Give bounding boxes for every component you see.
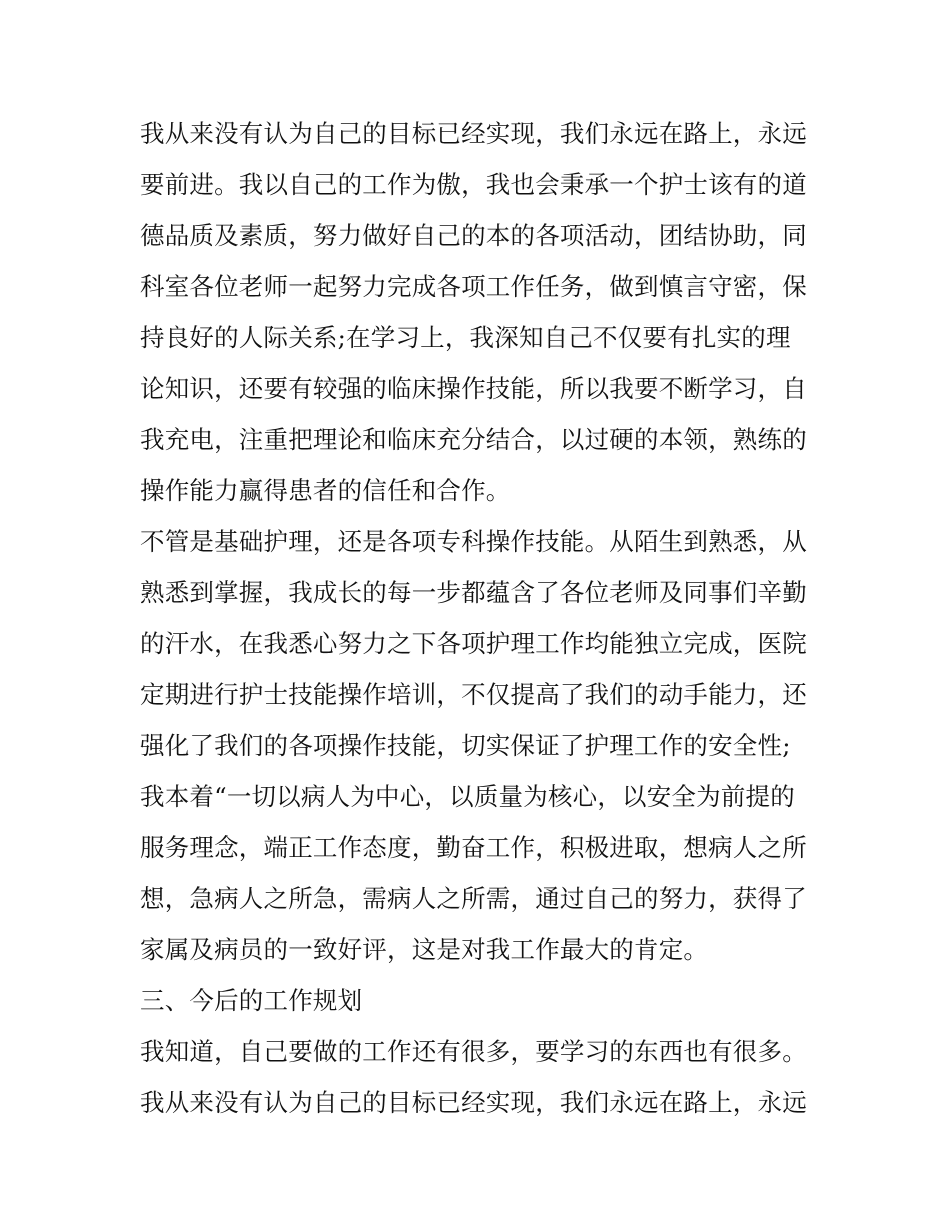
text-line: 我从来没有认为自己的目标已经实现，我们永远在路上，永远 xyxy=(140,1088,807,1117)
text-line: 要前进。我以自己的工作为傲，我也会秉承一个护士该有的道 xyxy=(140,170,807,199)
section-heading: 三、今后的工作规划 xyxy=(140,986,363,1015)
text-line: 科室各位老师一起努力完成各项工作任务，做到慎言守密，保 xyxy=(140,272,807,301)
text-line: 想，急病人之所急，需病人之所需，通过自己的努力，获得了 xyxy=(140,884,807,913)
text-line: 论知识，还要有较强的临床操作技能，所以我要不断学习，自 xyxy=(140,374,807,403)
text-line: 定期进行护士技能操作培训，不仅提高了我们的动手能力，还 xyxy=(140,680,807,709)
text-line: 熟悉到掌握，我成长的每一步都蕴含了各位老师及同事们辛勤 xyxy=(140,578,807,607)
text-line: 不管是基础护理，还是各项专科操作技能。从陌生到熟悉，从 xyxy=(140,527,807,556)
text-line: 的汗水，在我悉心努力之下各项护理工作均能独立完成，医院 xyxy=(140,629,807,658)
text-line: 德品质及素质，努力做好自己的本的各项活动，团结协助，同 xyxy=(140,221,807,250)
text-line: 我充电，注重把理论和临床充分结合，以过硬的本领，熟练的 xyxy=(140,425,807,454)
text-line: 我知道，自己要做的工作还有很多，要学习的东西也有很多。 xyxy=(140,1037,807,1066)
text-line: 我从来没有认为自己的目标已经实现，我们永远在路上，永远 xyxy=(140,119,807,148)
text-line: 持良好的人际关系;在学习上，我深知自己不仅要有扎实的理 xyxy=(140,323,791,352)
text-line: 家属及病员的一致好评，这是对我工作最大的肯定。 xyxy=(140,935,709,964)
text-line: 服务理念，端正工作态度，勤奋工作，积极进取，想病人之所 xyxy=(140,833,807,862)
text-line: 强化了我们的各项操作技能，切实保证了护理工作的安全性; xyxy=(140,731,791,760)
text-line: 操作能力赢得患者的信任和合作。 xyxy=(140,476,511,505)
text-line: 我本着“一切以病人为中心，以质量为核心，以安全为前提的 xyxy=(140,782,795,811)
document-body xyxy=(140,108,820,1128)
